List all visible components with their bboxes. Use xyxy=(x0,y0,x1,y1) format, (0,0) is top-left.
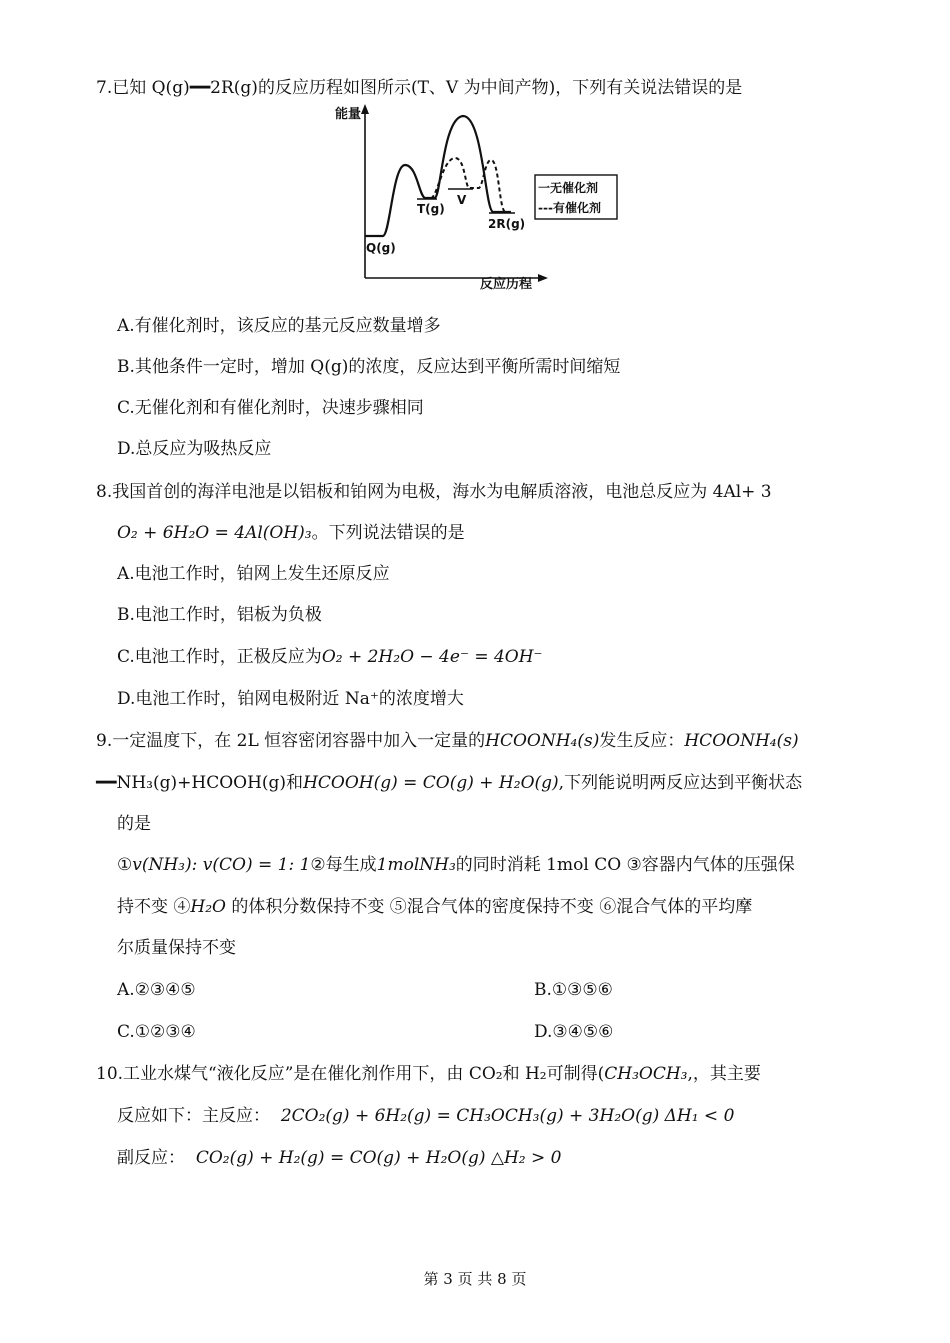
energy-profile-diagram xyxy=(335,100,625,295)
q10-line1-text-b: ,，其主要 xyxy=(687,1064,761,1084)
q7-stem: 7.已知 Q(g)━━2R(g)的反应历程如图所示(T、V 为中间产物)，下列有关说法错误的是 xyxy=(96,78,743,98)
page-footer: 第 3 页 共 8 页 xyxy=(423,1270,527,1288)
q9-cond1-formula2: 1molNH₃ xyxy=(376,855,456,875)
q8-stem-line2 xyxy=(117,521,465,545)
q9-cond1-num: ① xyxy=(117,855,133,875)
q9-line2 xyxy=(96,771,802,795)
y-axis-arrow-icon xyxy=(361,104,369,114)
q9-option-a: A.②③④⑤ xyxy=(117,980,196,1000)
label-v: V xyxy=(457,193,467,207)
q9-line3: 的是 xyxy=(117,814,151,834)
q9-cond1-text-b: ②每生成 xyxy=(310,855,377,875)
q9-conditions-2 xyxy=(117,895,752,919)
q7-option-d: D.总反应为吸热反应 xyxy=(117,439,272,459)
q9-line2-text-b: ,下列能说明两反应达到平衡状态 xyxy=(558,773,803,793)
q10-line3-text: 副反应： xyxy=(117,1148,185,1168)
q9-conditions-3: 尔质量保持不变 xyxy=(117,938,236,958)
q8-option-c-formula: O₂ + 2H₂O − 4e⁻ = 4OH⁻ xyxy=(321,647,543,667)
q10-line2-text: 反应如下：主反应： xyxy=(117,1106,270,1126)
q10-line1 xyxy=(96,1062,761,1086)
q10-side-reaction: CO₂(g) + H₂(g) = CO(g) + H₂O(g) △H₂ > 0 xyxy=(195,1148,562,1168)
q9-option-d: D.③④⑤⑥ xyxy=(534,1022,614,1042)
q10-main-reaction: 2CO₂(g) + 6H₂(g) = CH₃OCH₃(g) + 3H₂O(g) ΔH₁ < 0 xyxy=(280,1106,735,1126)
q9-option-b: B.①③⑤⑥ xyxy=(534,980,613,1000)
q8-option-a: A.电池工作时，铂网上发生还原反应 xyxy=(117,564,390,584)
q8-stem: 8.我国首创的海洋电池是以铝板和铂网为电极，海水为电解质溶液，电池总反应为 4Al+ 3 xyxy=(96,482,772,502)
label-t: T(g) xyxy=(417,202,445,216)
q7-option-c: C.无催化剂和有催化剂时，决速步骤相同 xyxy=(117,398,424,418)
q9-cond2-formula: H₂O xyxy=(190,897,226,917)
q8-option-d: D.电池工作时，铂网电极附近 Na⁺的浓度增大 xyxy=(117,689,464,709)
q8-option-b: B.电池工作时，铝板为负极 xyxy=(117,605,322,625)
q10-line2 xyxy=(117,1104,734,1128)
q9-formula-3: HCOOH(g) = CO(g) + H₂O(g) xyxy=(303,773,559,793)
label-q: Q(g) xyxy=(366,241,396,255)
q10-formula-1: CH₃OCH₃ xyxy=(604,1064,688,1084)
q9-cond2-text-b: 的体积分数保持不变 ⑤混合气体的密度保持不变 ⑥混合气体的平均摩 xyxy=(225,897,753,917)
q8-option-c xyxy=(117,645,543,669)
x-axis-arrow-icon xyxy=(538,274,548,282)
q8-stem-tail: 。下列说法错误的是 xyxy=(311,523,465,543)
legend-with-catalyst: ---有催化剂 xyxy=(538,201,601,215)
q9-formula-2: HCOONH₄(s) xyxy=(684,731,799,751)
q9-cond1-formula: v(NH₃): v(CO) = 1: 1 xyxy=(132,855,311,875)
q8-total-reaction: O₂ + 6H₂O = 4Al(OH)₃ xyxy=(117,523,312,543)
label-r: 2R(g) xyxy=(488,217,526,231)
q9-formula-1: HCOONH₄(s) xyxy=(485,731,600,751)
q9-cond1-text-c: 的同时消耗 1mol CO ③容器内气体的压强保 xyxy=(455,855,795,875)
q9-conditions-1 xyxy=(117,853,795,877)
q9-line1-text-a: 9.一定温度下，在 2L 恒容密闭容器中加入一定量的 xyxy=(96,731,486,751)
legend-no-catalyst: 一无催化剂 xyxy=(538,181,599,195)
q9-option-c: C.①②③④ xyxy=(117,1022,196,1042)
y-axis-label: 能量 xyxy=(335,107,362,122)
q9-line2-text-a: ━━NH₃(g)+HCOOH(g)和 xyxy=(96,773,304,793)
q10-line3 xyxy=(117,1146,561,1170)
q9-line1-text-b: 发生反应： xyxy=(599,731,685,751)
q7-option-b: B.其他条件一定时，增加 Q(g)的浓度，反应达到平衡所需时间缩短 xyxy=(117,357,621,377)
q7-option-a: A.有催化剂时，该反应的基元反应数量增多 xyxy=(117,316,441,336)
q9-cond2-text-a: 持不变 ④ xyxy=(117,897,191,917)
q9-line1 xyxy=(96,729,799,753)
x-axis-label: 反应历程 xyxy=(480,277,533,292)
q10-line1-text-a: 10.工业水煤气“液化反应”是在催化剂作用下，由 CO₂和 H₂可制得( xyxy=(96,1064,605,1084)
q8-option-c-text: C.电池工作时，正极反应为 xyxy=(117,647,322,667)
